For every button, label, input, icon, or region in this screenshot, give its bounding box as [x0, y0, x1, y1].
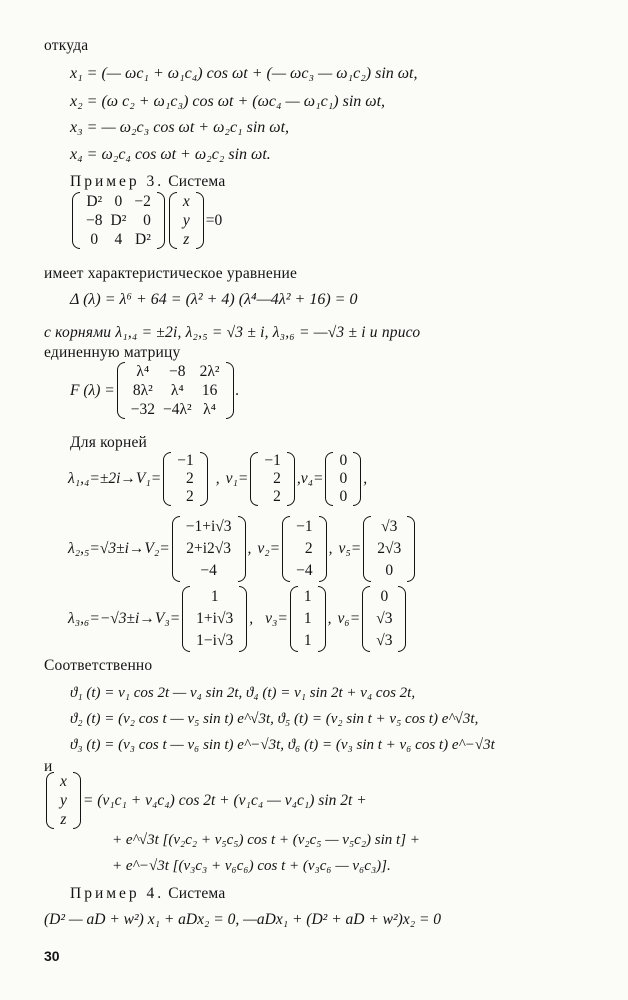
vector-V2	[172, 516, 246, 582]
and-word: и	[44, 758, 53, 775]
vector-cell: −1+i√3	[185, 518, 232, 535]
vector-cell: 2√3	[377, 540, 402, 557]
vector-v3	[290, 586, 326, 652]
matrix-cell: 4	[114, 230, 123, 248]
theta-line-2: ϑ₂ (t) = (v₂ cos t — v₅ sin t) e^√3t, ϑ₅ (t) = (v₂ sin t + v₅ cos t) e^√3t,	[70, 711, 479, 727]
example4-heading	[70, 884, 225, 904]
matrix-cell: −2	[134, 192, 151, 210]
w-label: v₆=	[337, 610, 361, 627]
matrix-cell: 16	[201, 381, 218, 399]
equation-x1: x₁ = (— ωc₁ + ω₁c₄) cos ωt + (— ωc₃ — ω₁c₂) sin ωt,	[70, 65, 418, 82]
matrix-cell: −8	[86, 211, 103, 229]
char-eq-intro: имеет характеристическое уравнение	[44, 265, 298, 282]
vector-cell: 0	[385, 562, 394, 579]
root-row-1: λ₁,₄=±2i→V₁= −1 2 2 , v₁= −1 2 2 , v₄= 0 0 0 ,	[68, 452, 368, 505]
vector-cell: 0	[339, 470, 348, 487]
vector-cell: 1	[210, 588, 219, 605]
solution-term-1: = (v₁c₁ + v₄c₄) cos 2t + (v₁c₄ — v₄c₁) sin 2t +	[82, 791, 367, 809]
matrix-cell: λ⁴	[136, 362, 150, 380]
vector-cell: 1−i√3	[196, 632, 234, 649]
vector-cell: x	[60, 772, 67, 790]
for-roots: Для корней	[70, 434, 148, 451]
example3-heading	[70, 172, 225, 192]
vector-v1	[250, 452, 295, 506]
vector-v4	[325, 452, 361, 506]
vector-cell: 0	[339, 488, 348, 505]
vector-cell: 0	[339, 452, 348, 469]
vector-cell: −1	[177, 452, 194, 469]
equals-zero: =0	[205, 211, 223, 229]
vector-cell: 1	[303, 610, 312, 627]
w-label: v₄=	[300, 470, 324, 487]
vector-cell: −4	[296, 562, 313, 579]
vector-v2	[282, 516, 327, 582]
vector-cell: 2+i2√3	[186, 540, 232, 557]
vector-cell: −1	[264, 452, 281, 469]
equation-x2: x₂ = (ω c₂ + ω₁c₃) cos ωt + (ωc₄ — ω₁c₁) sin ωt,	[70, 93, 386, 110]
vector-cell: √3	[376, 632, 393, 649]
vector-cell: 0	[380, 588, 389, 605]
vector-cell: 1	[303, 632, 312, 649]
root-row-lhs: λ₃,₆=−√3±i→V₃=	[68, 610, 181, 627]
system-matrix-equation	[70, 192, 222, 249]
equation-x3: x₃ = — ω₂c₃ cos ωt + ω₂c₁ sin ωt,	[70, 119, 290, 136]
vector-cell: 2	[185, 488, 194, 505]
root-row-lhs: λ₂,₅=√3±i→V₂=	[68, 540, 170, 557]
matrix-cell: −32	[130, 400, 155, 418]
v-label: v₁=	[225, 470, 249, 487]
roots-line-cont: единенную матрицу	[44, 344, 181, 361]
vector-cell: 1+i√3	[196, 610, 234, 627]
solution-line-2: + e^√3t [(v₂c₂ + v₅c₅) cos t + (v₂c₅ — v₅c₂) sin t] +	[112, 832, 420, 848]
example4-equation: (D² — aD + w²) x₁ + aDx₂ = 0, —aDx₁ + (D² + aD + w²)x₂ = 0	[44, 911, 442, 928]
root-row-3: λ₃,₆=−√3±i→V₃= 1 1+i√3 1−i√3 , v₃= 1 1 1 , v₆= 0 √3 √3	[68, 586, 408, 652]
matrix-cell: −4λ²	[162, 400, 192, 418]
theta-line-1: ϑ₁ (t) = v₁ cos 2t — v₄ sin 2t, ϑ₄ (t) = v₁ sin 2t + v₄ cos 2t,	[70, 685, 416, 701]
adjugate-matrix	[117, 362, 234, 419]
vector-cell: 2	[273, 470, 281, 487]
char-equation: Δ (λ) = λ⁶ + 64 = (λ² + 4) (λ⁴—4λ² + 16) = 0	[70, 291, 358, 308]
roots-line: с корнями λ₁,₄ = ±2i, λ₂,₅ = √3 ± i, λ₃,₆ = —√3 ± i и присо	[44, 324, 421, 341]
matrix-cell: −8	[169, 362, 186, 380]
row-tail: ,	[363, 470, 368, 487]
vector-cell: √3	[381, 518, 398, 535]
xyz-vector	[169, 192, 204, 249]
correspondingly: Соответственно	[44, 657, 153, 674]
example4-title: Пример 4.	[70, 885, 165, 902]
vector-cell: 2	[304, 540, 313, 557]
solution-line-1	[44, 772, 367, 829]
vector-cell: −4	[200, 562, 217, 579]
vector-cell: −1	[296, 518, 313, 535]
v-label: v₂=	[257, 540, 281, 557]
matrix-cell: D²	[110, 211, 127, 229]
adjugate-end: .	[235, 381, 240, 399]
adjugate-equation	[70, 362, 239, 419]
solution-vector	[46, 772, 81, 829]
intro-word: откуда	[44, 37, 89, 54]
theta-line-3: ϑ₃ (t) = (v₃ cos t — v₆ sin t) e^−√3t, ϑ₆ (t) = (v₃ sin t + v₆ cos t) e^−√3t	[70, 737, 495, 753]
equation-x4: x₄ = ω₂c₄ cos ωt + ω₂c₂ sin ωt.	[70, 146, 271, 163]
matrix-cell: 0	[90, 230, 99, 248]
vector-cell: y	[60, 791, 67, 809]
vector-cell: 2	[273, 488, 281, 505]
vector-V1	[163, 452, 208, 506]
matrix-cell: D²	[135, 230, 151, 248]
matrix-cell: 2λ²	[199, 362, 220, 380]
matrix-cell: 8λ²	[132, 381, 153, 399]
example3-word: Система	[168, 173, 226, 190]
w-label: v₅=	[338, 540, 362, 557]
vector-v5	[363, 516, 415, 582]
vector-v6	[362, 586, 406, 652]
root-row-lhs: λ₁,₄=±2i→V₁=	[68, 470, 162, 487]
matrix-cell: λ⁴	[203, 400, 217, 418]
v-label: v₃=	[265, 610, 288, 627]
matrix-cell: D²	[86, 192, 103, 210]
matrix-cell: λ⁴	[170, 381, 184, 399]
vector-cell: z	[183, 230, 190, 248]
adjugate-lhs: F (λ) =	[70, 381, 115, 399]
page-number: 30	[44, 948, 60, 964]
matrix-cell: 0	[114, 192, 123, 210]
example4-word: Система	[168, 885, 226, 902]
vector-cell: √3	[376, 610, 393, 627]
vector-cell: z	[60, 810, 67, 828]
vector-cell: x	[182, 192, 190, 210]
vector-V3	[182, 586, 247, 652]
root-row-2: λ₂,₅=√3±i→V₂= −1+i√3 2+i2√3 −4 , v₂= −1 2 −4 , v₅= √3 2√3 0	[68, 516, 417, 582]
matrix-cell: 0	[143, 211, 151, 229]
vector-cell: 2	[185, 470, 194, 487]
example3-title: Пример 3.	[70, 173, 165, 190]
vector-cell: y	[182, 211, 190, 229]
solution-line-3: + e^−√3t [(v₃c₃ + v₆c₆) cos t + (v₃c₆ — v₆c₃)].	[112, 858, 391, 874]
system-matrix	[72, 192, 165, 249]
vector-cell: 1	[303, 588, 312, 605]
